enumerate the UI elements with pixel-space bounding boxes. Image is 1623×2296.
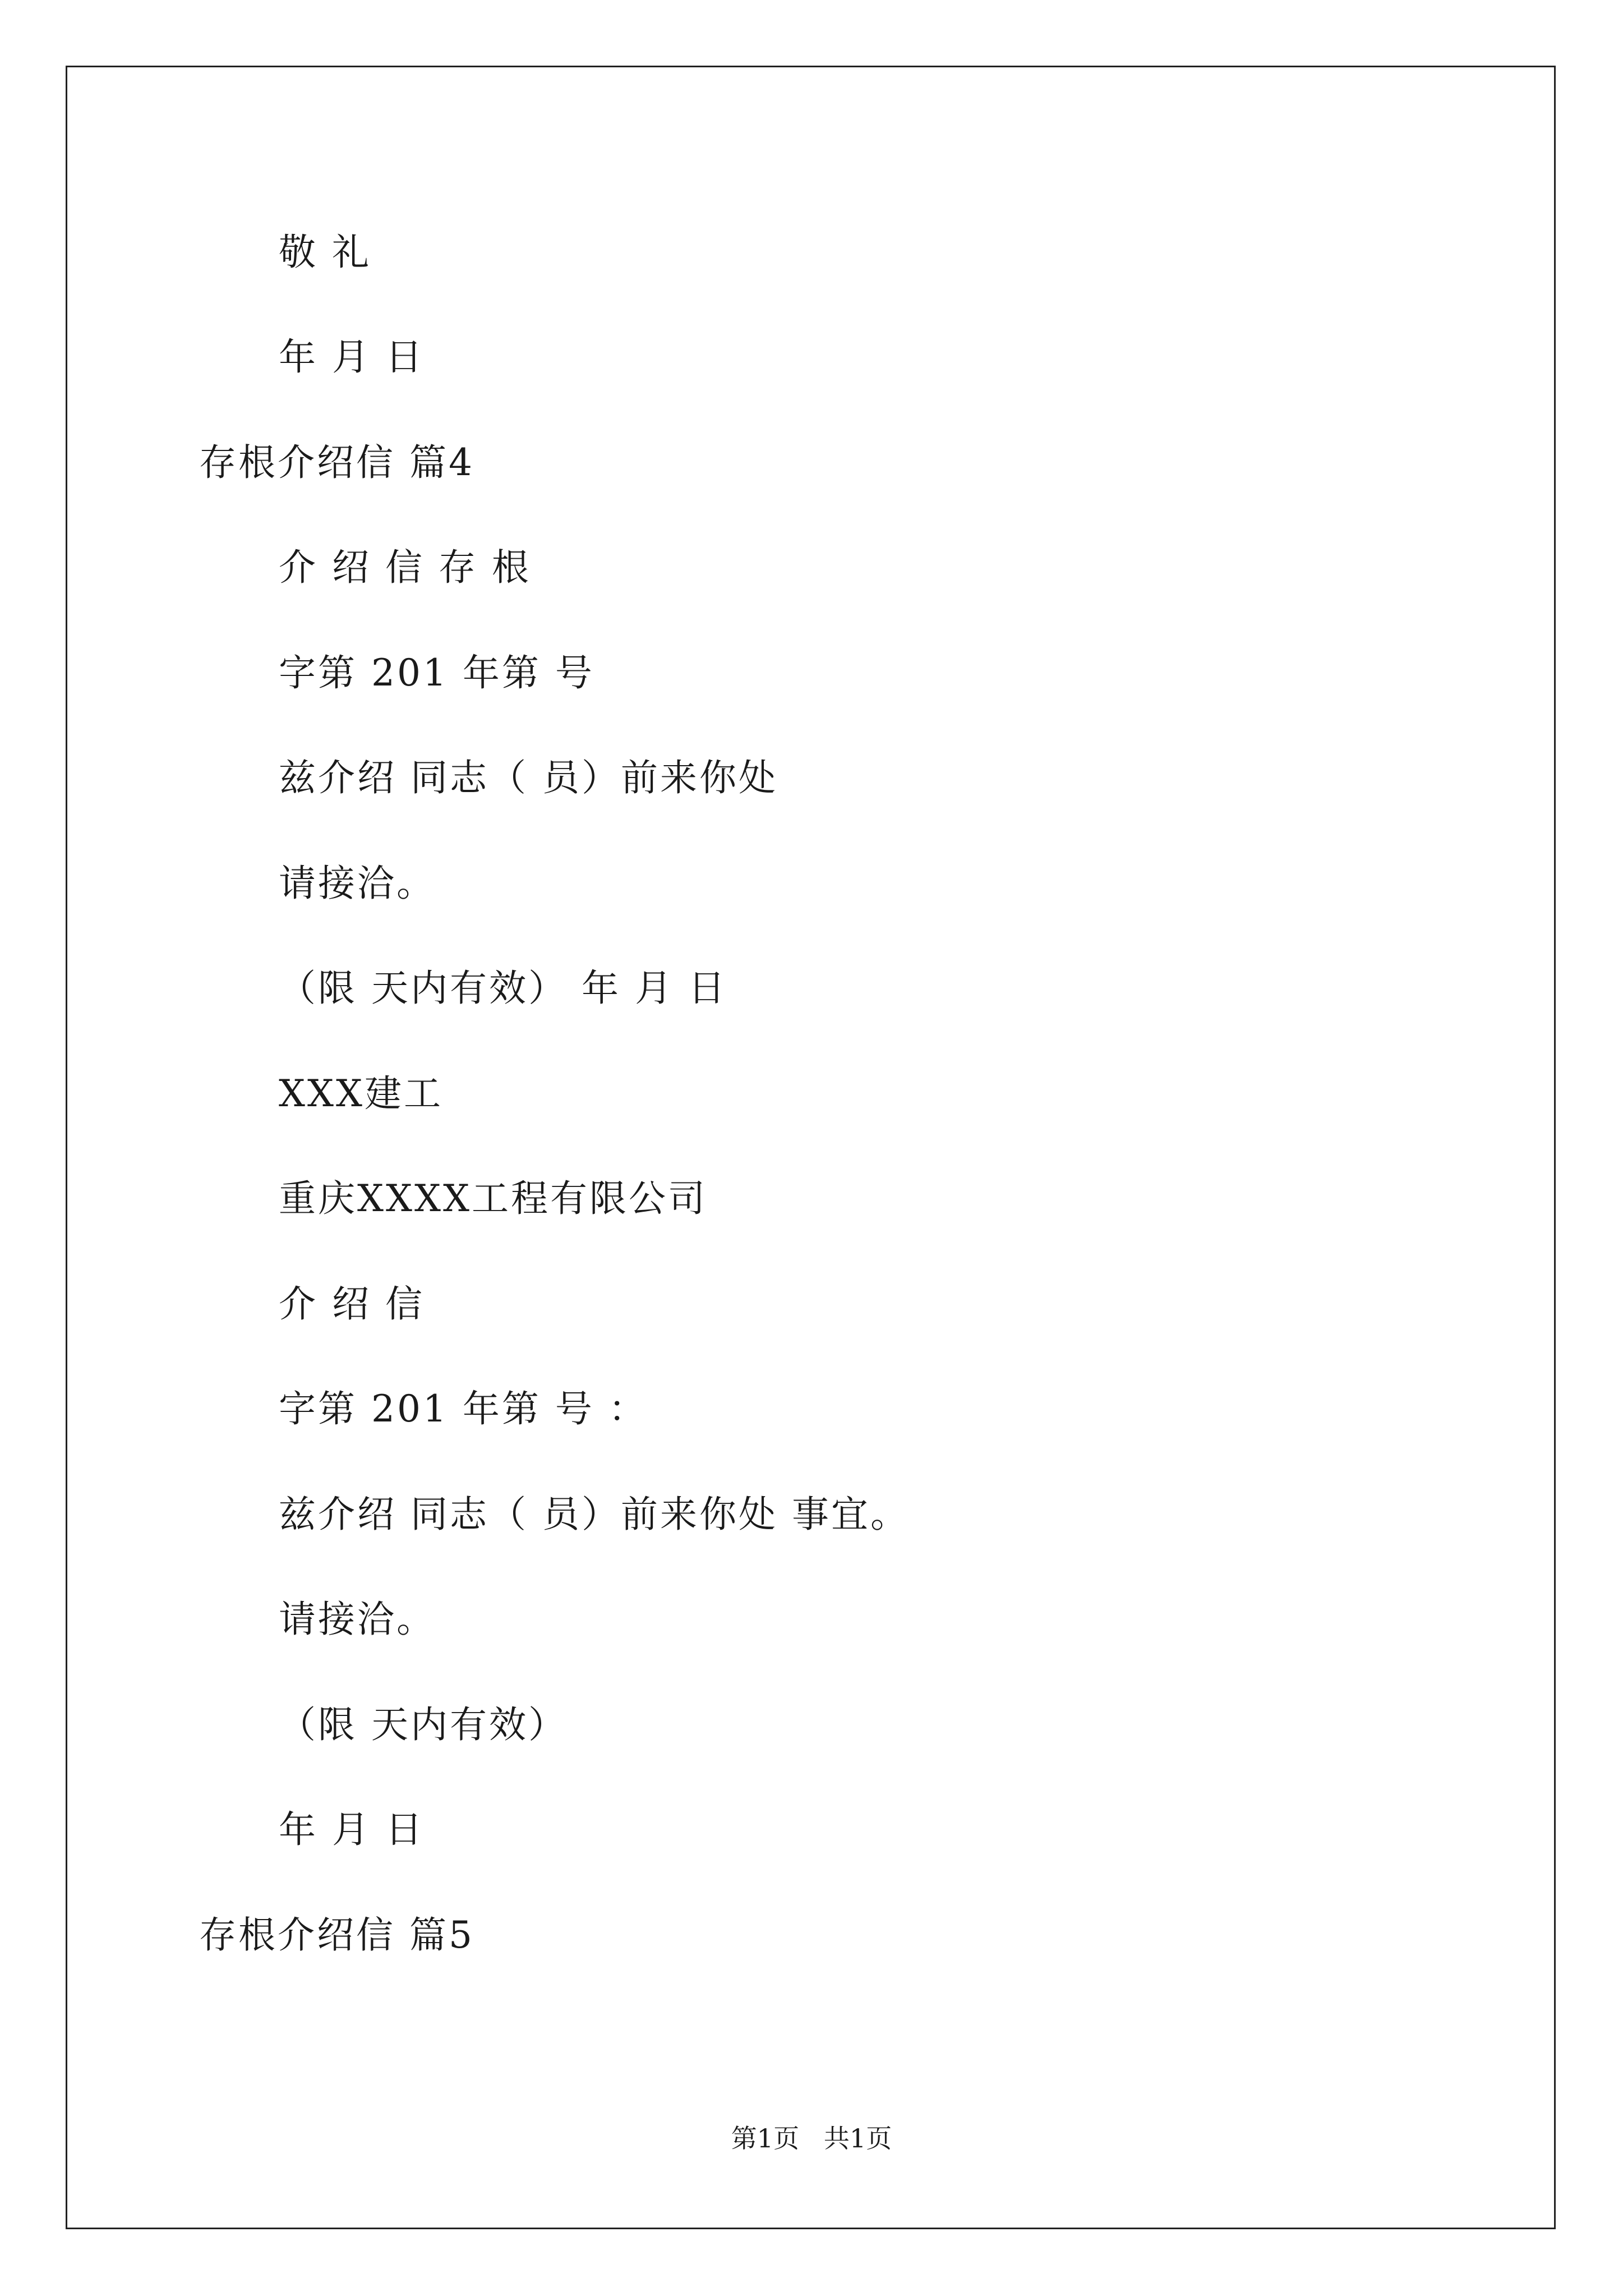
date-line: 年 月 日 [279, 1808, 425, 1851]
date-line: 年 月 日 [279, 335, 425, 379]
page-border [66, 66, 1556, 2229]
section-heading: 存根介绍信 篇4 [199, 441, 474, 484]
closing-salutation: 敬 礼 [279, 231, 371, 274]
stub-title: 介 绍 信 存 根 [279, 546, 531, 589]
letter-title: 介 绍 信 [279, 1282, 425, 1326]
validity-date-line: （限 天内有效） 年 月 日 [279, 967, 727, 1010]
reference-number-line: 字第 201 年第 号 [279, 651, 594, 694]
introduction-line: 兹介绍 同志（ 员）前来你处 事宜。 [279, 1493, 910, 1536]
introduction-line: 兹介绍 同志（ 员）前来你处 [279, 756, 778, 799]
request-line: 请接洽。 [279, 1598, 436, 1641]
request-line: 请接洽。 [279, 862, 436, 905]
validity-line: （限 天内有效） [279, 1703, 568, 1746]
reference-number-line: 字第 201 年第 号 ： [279, 1387, 648, 1430]
company-full-name: 重庆XXXX工程有限公司 [279, 1177, 707, 1220]
company-short-name: XXX建工 [279, 1072, 443, 1115]
page-footer: 第1页 共1页 [731, 2123, 892, 2154]
section-heading: 存根介绍信 篇5 [199, 1913, 474, 1957]
